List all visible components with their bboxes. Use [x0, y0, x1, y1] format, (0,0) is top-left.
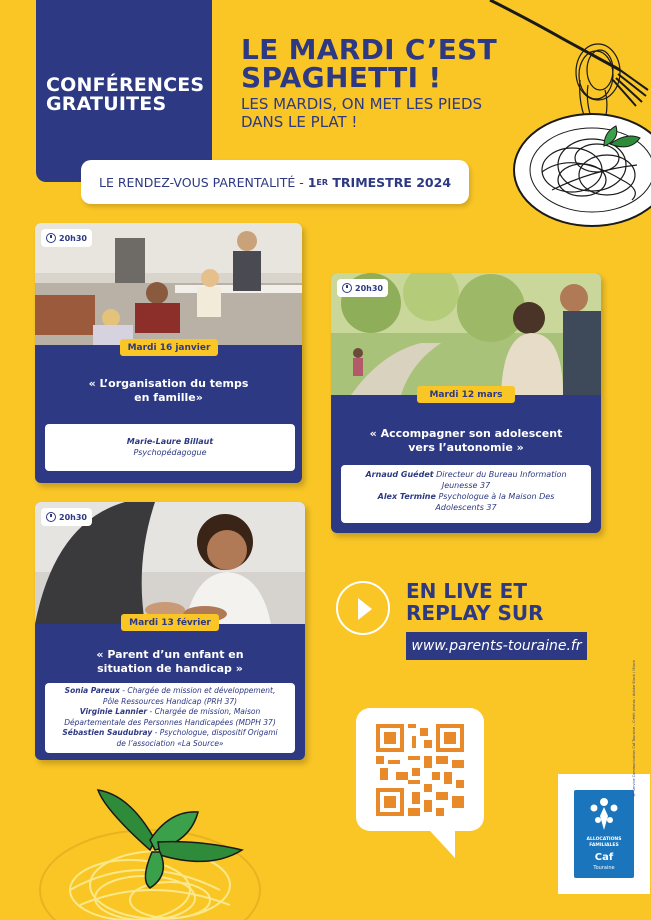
caf-logo: [558, 774, 650, 894]
time-badge: [41, 508, 92, 526]
speaker-name: Arnaud Guédet: [365, 470, 434, 479]
time-text: 20h30: [355, 283, 383, 293]
card-title-line2: en famille»: [134, 391, 203, 404]
card-title-line1: « Accompagner son adolescent: [369, 427, 563, 440]
card-title-line1: « Parent d’un enfant en: [96, 648, 244, 661]
website-link[interactable]: www.parents-touraine.fr: [406, 632, 587, 660]
speaker-role-cont: Jeunesse 37: [441, 481, 491, 490]
qr-code[interactable]: [376, 724, 464, 816]
speaker-role-cont: de l’association «La Source»: [116, 738, 224, 748]
subtitle: [241, 95, 482, 131]
spaghetti-plate-illustration: [512, 110, 651, 230]
clock-icon: [46, 512, 56, 522]
caf-family-icon: [586, 796, 622, 834]
conference-card-february: [35, 502, 305, 760]
conferences-badge: [36, 0, 212, 182]
speaker-role-cont: Pôle Ressources Handicap (PRH 37): [102, 696, 238, 706]
speaker-role: - Chargée de mission et développement,: [119, 686, 276, 695]
rdv-num: 1: [307, 174, 317, 190]
time-badge: [337, 279, 388, 297]
rdv-sup: ER: [316, 177, 329, 187]
speaker-name: Alex Termine: [377, 492, 436, 501]
speaker-box: [341, 465, 591, 523]
photo-credit: © Service Communication Caf Touraine – Crédit photos : Adobe Stock / iStock: [632, 660, 636, 797]
caf-allocations: ALLOCATIONS: [586, 837, 622, 842]
time-badge: [41, 229, 92, 247]
rdv-trimestre: TRIMESTRE 2024: [328, 174, 452, 190]
card-title-line2: situation de handicap »: [97, 662, 243, 675]
card-title-line2: vers l’autonomie »: [408, 441, 524, 454]
caf-logo-panel: [574, 790, 634, 878]
speaker-role-cont: Adolescents 37: [435, 503, 497, 512]
main-title: [241, 33, 498, 94]
conferences-line1: CONFÉRENCES: [46, 74, 205, 96]
speaker-name: Sonia Pareux: [64, 686, 120, 695]
subtitle-line1: LES MARDIS, ON MET LES PIEDS: [241, 95, 483, 113]
speaker-box: [45, 683, 295, 753]
main-title-line2: SPAGHETTI !: [241, 61, 442, 94]
speaker-role-cont: Départementale des Personnes Handicapées (MDPH 37): [64, 717, 276, 727]
conference-card-march: [331, 273, 601, 533]
time-text: 20h30: [59, 512, 87, 522]
live-line1: EN LIVE ET: [406, 579, 527, 603]
rdv-banner: [81, 160, 469, 204]
caf-name: Caf: [594, 852, 614, 863]
conference-card-january: [35, 223, 302, 483]
speaker-box: [45, 424, 295, 471]
speaker-role: Psychologue à la Maison Des: [435, 492, 555, 501]
main-title-line1: LE MARDI C’EST: [241, 33, 498, 66]
caf-touraine: Touraine: [593, 865, 615, 871]
date-badge: Mardi 13 février: [121, 614, 219, 631]
speaker-name: Virginie Lannier: [79, 707, 148, 716]
play-icon[interactable]: [336, 581, 390, 635]
clock-icon: [46, 233, 56, 243]
qr-code-bubble: [356, 708, 484, 831]
date-badge: Mardi 16 janvier: [120, 339, 218, 356]
clock-icon: [342, 283, 352, 293]
time-text: 20h30: [59, 233, 87, 243]
card-title: [331, 427, 601, 455]
caf-familiales: FAMILIALES: [589, 842, 619, 848]
card-title: [35, 377, 302, 405]
rdv-prefix: LE RENDEZ-VOUS PARENTALITÉ -: [98, 174, 308, 190]
live-replay-title: [406, 580, 544, 624]
speaker-role: - Chargée de mission, Maison: [147, 707, 261, 716]
live-line2: REPLAY SUR: [406, 601, 544, 625]
date-badge: Mardi 12 mars: [417, 386, 515, 403]
speaker-name: Sébastien Saudubray: [62, 728, 153, 737]
speaker-name: Marie-Laure Billaut: [126, 437, 214, 446]
speaker-role: - Psychologue, dispositif Origami: [152, 728, 278, 737]
subtitle-line2: DANS LE PLAT !: [241, 113, 358, 131]
card-title-line1: « L’organisation du temps: [88, 377, 249, 390]
speaker-role: Psychopédagogue: [133, 448, 207, 457]
speaker-role: Directeur du Bureau Information: [433, 470, 567, 479]
spaghetti-basil-illustration: [20, 780, 280, 920]
card-title: [35, 648, 305, 676]
conferences-line2: GRATUITES: [46, 93, 167, 115]
